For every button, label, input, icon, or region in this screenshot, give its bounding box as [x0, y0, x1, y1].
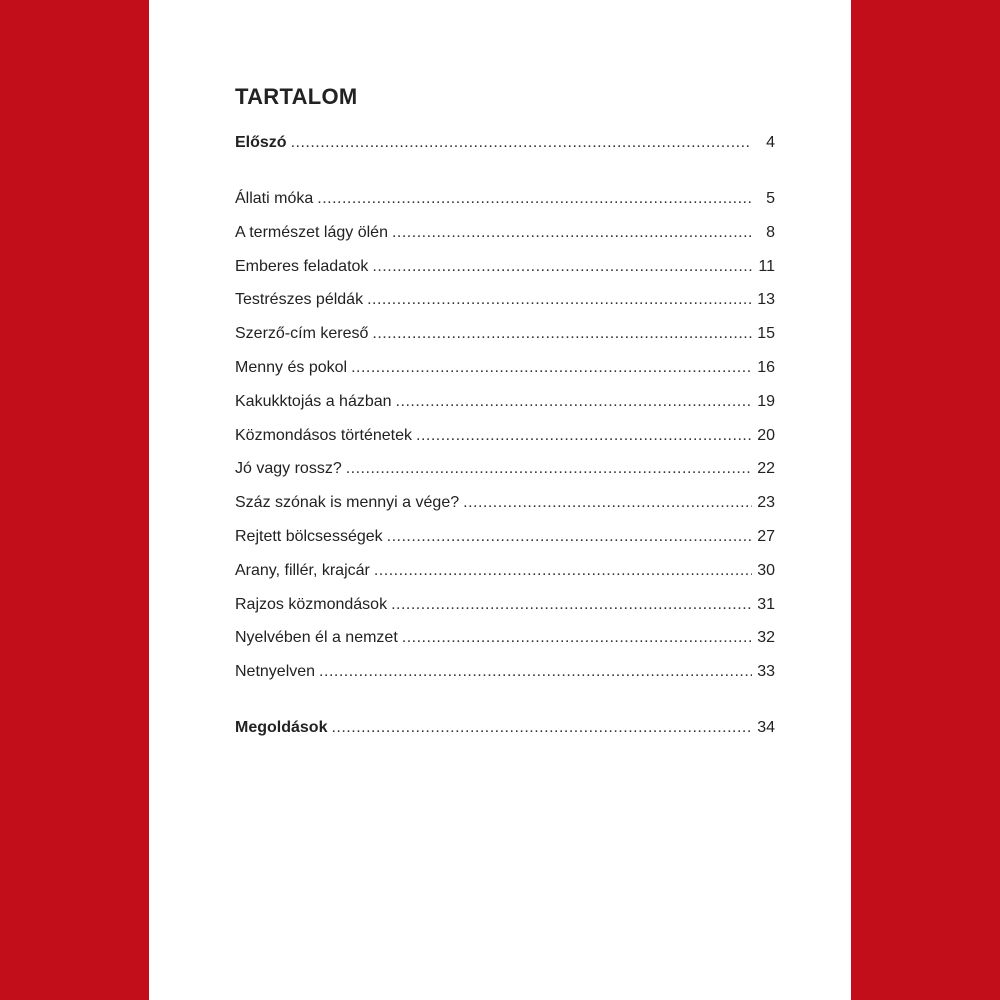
toc-entry-page-number: 30: [757, 562, 775, 579]
toc-entry-label: Arany, fillér, krajcár: [235, 562, 370, 579]
toc-entry-kakukktojas-a-hazban[interactable]: [235, 390, 775, 414]
toc-entry-testreszes-peldak[interactable]: [235, 288, 775, 312]
toc-entry-nyelveben-el-a-nemzet[interactable]: [235, 626, 775, 650]
toc-entry-allati-moka[interactable]: [235, 187, 775, 211]
toc-entry-label: A természet lágy ölén: [235, 224, 388, 241]
dot-leader: [346, 457, 752, 481]
page-title: TARTALOM: [235, 84, 358, 109]
toc-entry-page-number: 23: [757, 494, 775, 511]
toc-entry-page-number: 34: [757, 719, 775, 736]
dot-leader: [319, 660, 752, 684]
toc-entry-page-number: 13: [757, 291, 775, 308]
toc-entry-page-number: 16: [757, 359, 775, 376]
toc-entry-a-termeszet-lagy-olen[interactable]: [235, 221, 775, 245]
toc-entry-rejtett-bolcsessegek[interactable]: [235, 525, 775, 549]
toc-entry-label: Netnyelven: [235, 663, 316, 680]
toc-entry-page-number: 11: [758, 258, 775, 275]
toc-entry-label: Megoldások: [235, 719, 328, 736]
toc-entry-eloszo[interactable]: [235, 131, 775, 155]
toc-entry-szerzo-cim-kereso[interactable]: [235, 322, 775, 346]
toc-entry-arany-filler-krajcar[interactable]: [235, 559, 775, 583]
dot-leader: [416, 424, 752, 448]
toc-entry-label: Testrészes példák: [235, 291, 364, 308]
toc-entry-label: Közmondásos történetek: [235, 427, 412, 444]
toc-entry-label: Száz szónak is mennyi a vége?: [235, 494, 460, 511]
toc-entry-kozmondasos-tortenetek[interactable]: [235, 424, 775, 448]
toc-entry-menny-es-pokol[interactable]: [235, 356, 775, 380]
toc-entry-label: Rejtett bölcsességek: [235, 528, 383, 545]
toc-entry-jo-vagy-rossz[interactable]: [235, 457, 775, 481]
dot-leader: [317, 187, 752, 211]
dot-leader: [396, 390, 752, 414]
toc-entry-label: Rajzos közmondások: [235, 596, 388, 613]
toc-entry-label: Emberes feladatok: [235, 258, 369, 275]
toc-entry-label: Jó vagy rossz?: [235, 460, 342, 477]
toc-entry-page-number: 8: [766, 224, 775, 241]
toc-entry-page-number: 31: [757, 596, 775, 613]
dot-leader: [392, 221, 752, 245]
dot-leader: [391, 593, 752, 617]
dot-leader: [351, 356, 752, 380]
toc-entry-page-number: 15: [757, 325, 775, 342]
toc-entry-page-number: 19: [757, 393, 775, 410]
toc-entry-netnyelven[interactable]: [235, 660, 775, 684]
toc-entry-label: Kakukktojás a házban: [235, 393, 392, 410]
dot-leader: [372, 255, 752, 279]
toc-entry-label: Nyelvében él a nemzet: [235, 629, 398, 646]
toc-entry-megoldasok[interactable]: [235, 716, 775, 740]
toc-entry-emberes-feladatok[interactable]: [235, 255, 775, 279]
dot-leader: [387, 525, 752, 549]
dot-leader: [374, 559, 752, 583]
toc-entry-label: Előszó: [235, 134, 287, 151]
toc-entry-page-number: 32: [757, 629, 775, 646]
dot-leader: [372, 322, 752, 346]
toc-entry-page-number: 20: [757, 427, 775, 444]
dot-leader: [367, 288, 752, 312]
dot-leader: [331, 716, 752, 740]
toc-entry-label: Menny és pokol: [235, 359, 348, 376]
dot-leader: [291, 131, 752, 155]
toc-entry-page-number: 4: [766, 134, 775, 151]
dot-leader: [463, 491, 752, 515]
toc-entry-szaz-szonak[interactable]: [235, 491, 775, 515]
toc-entry-label: Állati móka: [235, 190, 314, 207]
toc-entry-page-number: 22: [757, 460, 775, 477]
toc-entry-page-number: 27: [757, 528, 775, 545]
toc-entry-label: Szerző-cím kereső: [235, 325, 369, 342]
toc-entry-page-number: 5: [766, 190, 775, 207]
dot-leader: [402, 626, 752, 650]
toc-entry-rajzos-kozmondasok[interactable]: [235, 593, 775, 617]
document-page: [149, 0, 851, 1000]
toc-entry-page-number: 33: [757, 663, 775, 680]
